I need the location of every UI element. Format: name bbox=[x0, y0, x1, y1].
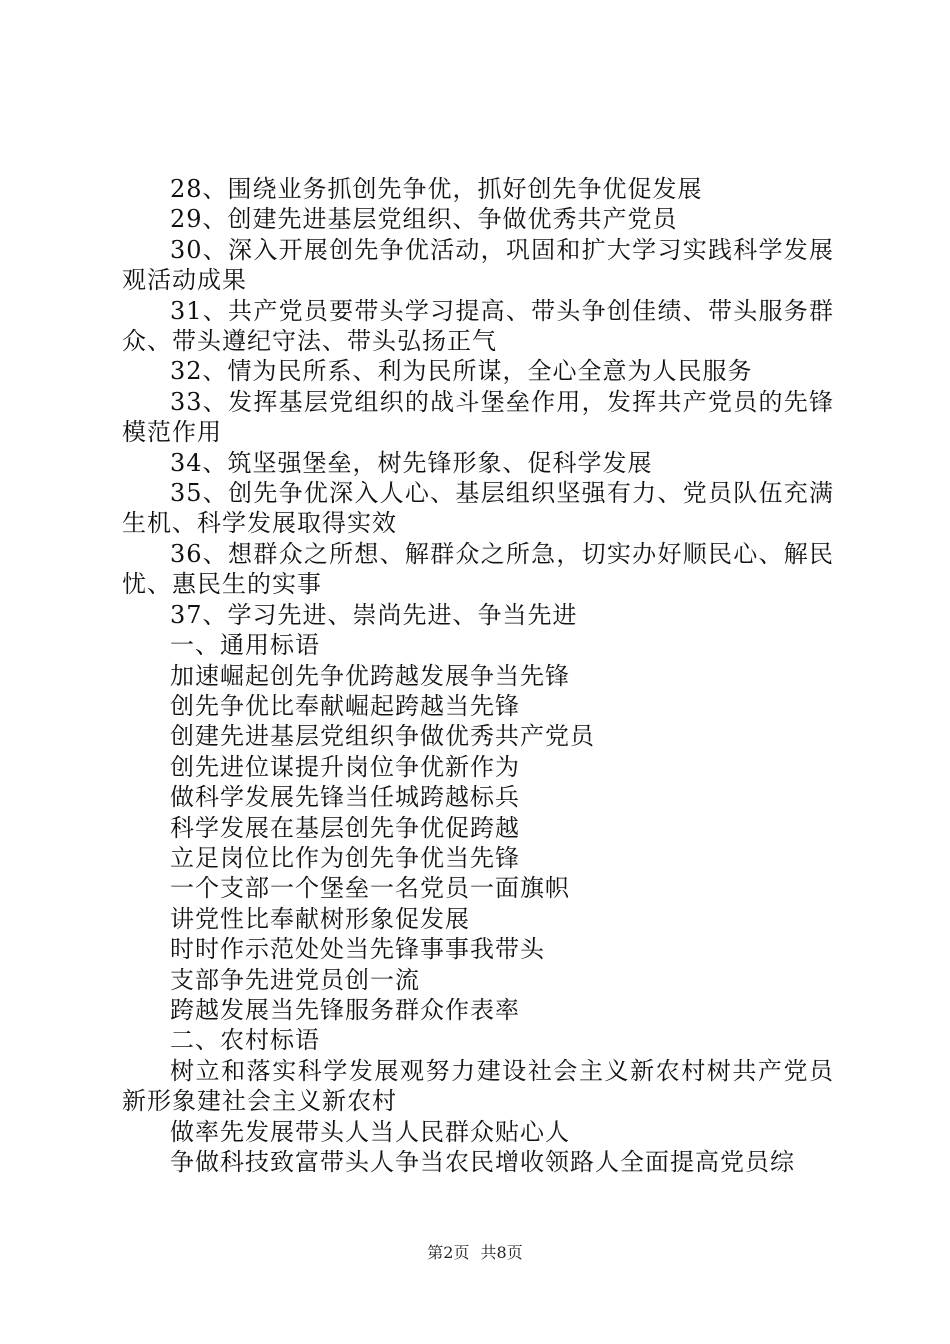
slogan-line: 做率先发展带头人当人民群众贴心人 bbox=[170, 1117, 570, 1146]
paragraph-37: 37、学习先进、崇尚先进、争当先进 bbox=[170, 600, 578, 629]
slogan-line: 科学发展在基层创先争优促跨越 bbox=[170, 813, 520, 842]
slogan-line: 时时作示范处处当先锋事事我带头 bbox=[170, 935, 545, 964]
slogan-line: 加速崛起创先争优跨越发展争当先锋 bbox=[170, 661, 570, 690]
paragraph-30: 30、深入开展创先争优活动，巩固和扩大学习实践科学发展观活动成果 bbox=[122, 235, 834, 295]
paragraph-35: 35、创先争优深入人心、基层组织坚强有力、党员队伍充满生机、科学发展取得实效 bbox=[122, 479, 834, 538]
slogan-line: 创先争优比奉献崛起跨越当先锋 bbox=[170, 691, 520, 720]
page-total: 共8页 bbox=[480, 1243, 523, 1262]
slogan-line: 创建先进基层党组织争做优秀共产党员 bbox=[170, 722, 595, 751]
paragraph-36: 36、想群众之所想、解群众之所急，切实办好顺民心、解民忧、惠民生的实事 bbox=[122, 539, 834, 599]
slogan-line: 创先进位谋提升岗位争优新作为 bbox=[170, 752, 520, 781]
paragraph-32: 32、情为民所系、利为民所谋，全心全意为人民服务 bbox=[170, 357, 753, 386]
document-body bbox=[122, 174, 834, 1177]
slogan-line: 争做科技致富带头人争当农民增收领路人全面提高党员综 bbox=[170, 1148, 795, 1176]
slogan-line: 做科学发展先锋当任城跨越标兵 bbox=[170, 783, 520, 812]
slogan-line: 一个支部一个堡垒一名党员一面旗帜 bbox=[170, 874, 570, 903]
paragraph-31: 31、共产党员要带头学习提高、带头争创佳绩、带头服务群众、带头遵纪守法、带头弘扬正气 bbox=[122, 296, 834, 356]
slogan-line: 讲党性比奉献树形象促发展 bbox=[170, 904, 470, 933]
slogan-line: 跨越发展当先锋服务群众作表率 bbox=[170, 995, 520, 1024]
section-heading-rural: 二、农村标语 bbox=[170, 1026, 320, 1055]
paragraph-28: 28、围绕业务抓创先争优，抓好创先争优促发展 bbox=[170, 175, 703, 203]
slogan-line: 立足岗位比作为创先争优当先锋 bbox=[170, 843, 520, 872]
slogan-line: 树立和落实科学发展观努力建设社会主义新农村树共产党员新形象建社会主义新农村 bbox=[122, 1056, 834, 1116]
slogan-line: 支部争先进党员创一流 bbox=[170, 965, 420, 994]
paragraph-34: 34、筑坚强堡垒，树先锋形象、促科学发展 bbox=[170, 448, 653, 477]
paragraph-29: 29、创建先进基层党组织、争做优秀共产党员 bbox=[170, 205, 678, 234]
paragraph-33: 33、发挥基层党组织的战斗堡垒作用，发挥共产党员的先锋模范作用 bbox=[122, 387, 834, 447]
page-number: 第2页 bbox=[427, 1243, 470, 1262]
section-heading-general: 一、通用标语 bbox=[170, 631, 320, 660]
page-footer bbox=[0, 1240, 950, 1263]
